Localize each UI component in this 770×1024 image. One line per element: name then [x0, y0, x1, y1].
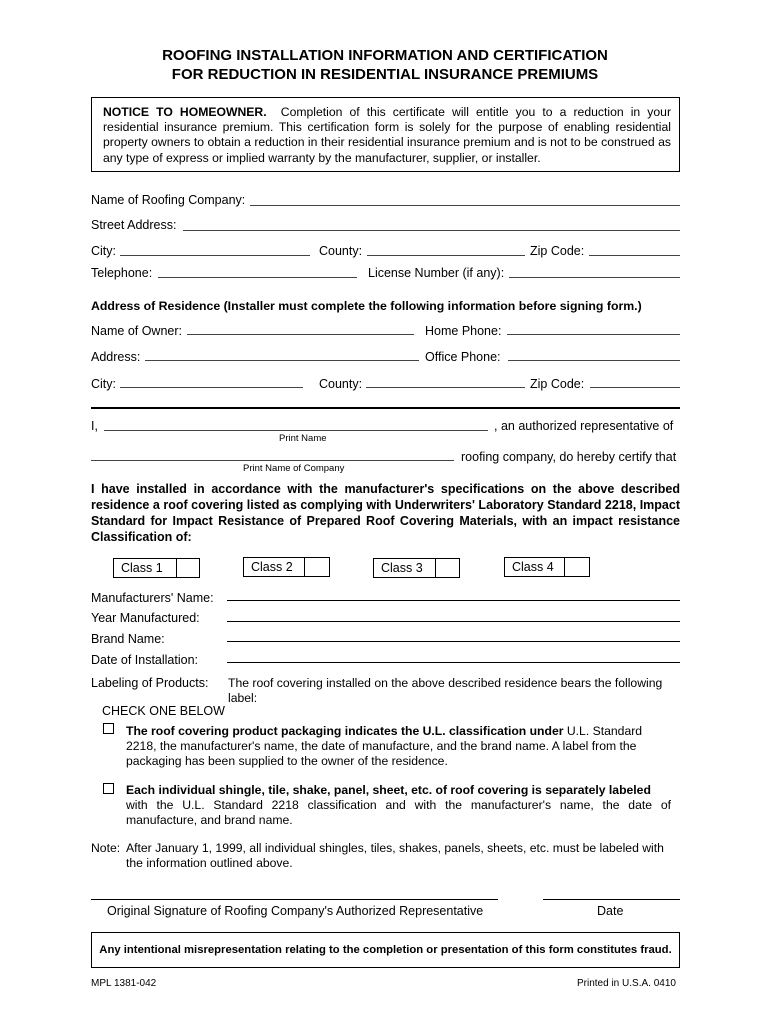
company-county-field[interactable]	[367, 255, 525, 256]
class-1-label: Class 1	[114, 559, 177, 577]
notice-body: Completion of this certificate will entitle you to a reduction in your residential insurance premium. This certification form is solely for the purpose of enabling residential property owners to obtain a reduction in their residential insurance premium and is not to be construed as any type of express or implied warranty by the manufacturer, supplier, or installer.	[103, 105, 671, 165]
option-packaging-text: 2218, the manufacturer's name, the date of manufacture, and the brand name. A label from the packaging has been supplied to the owner of the residence.	[126, 739, 637, 768]
print-name-caption: Print Name	[279, 433, 327, 444]
company-city-field[interactable]	[120, 255, 310, 256]
office-phone-field[interactable]	[508, 360, 680, 361]
class-3-label: Class 3	[374, 559, 436, 577]
install-date-field[interactable]	[227, 662, 680, 663]
residence-county-field[interactable]	[366, 387, 525, 388]
telephone-field[interactable]	[158, 277, 357, 278]
option-individual-text: with the U.L. Standard 2218 classification and with the manufacturer's name, the date of manufacture, and brand name.	[126, 798, 671, 827]
street-address-field[interactable]	[183, 230, 680, 231]
i-label: I,	[91, 419, 98, 433]
labeling-text: The roof covering installed on the above described residence bears the following label:	[228, 676, 663, 705]
install-date-label: Date of Installation:	[91, 653, 199, 667]
date-field[interactable]	[543, 899, 680, 900]
print-name-field[interactable]	[104, 430, 488, 431]
manufacturer-label: Manufacturers' Name:	[91, 591, 214, 605]
residence-city-label: City:	[91, 377, 116, 391]
owner-name-field[interactable]	[187, 334, 414, 335]
printed-in: Printed in U.S.A. 0410	[577, 978, 676, 989]
option-packaging-line1	[126, 724, 671, 739]
labeling-label: Labeling of Products:	[91, 676, 209, 690]
certification-statement: I have installed in accordance with the manufacturer's specifications on the above described residence a roof covering listed as complying with Underwriters' Laboratory Standard 2218, Impact Standard for Impact Resistance of Prepared Roof Covering Materials, with an impact resistance Classification of:	[91, 482, 680, 544]
print-company-caption: Print Name of Company	[243, 463, 345, 474]
company-zip-field[interactable]	[589, 255, 680, 256]
office-phone-label: Office Phone:	[425, 350, 501, 364]
class-3-box[interactable]	[373, 558, 460, 578]
option-packaging-title-rest: U.L. Standard	[563, 724, 643, 738]
class-1-checkbox[interactable]	[177, 559, 199, 577]
home-phone-label: Home Phone:	[425, 324, 502, 338]
class-4-box[interactable]	[504, 557, 590, 577]
brand-name-field[interactable]	[227, 641, 680, 642]
company-name-field[interactable]	[250, 205, 680, 206]
option-individual-checkbox[interactable]	[103, 783, 114, 794]
check-one-label: CHECK ONE BELOW	[102, 704, 225, 718]
notice-text	[103, 105, 671, 166]
form-number: MPL 1381-042	[91, 978, 157, 989]
class-4-label: Class 4	[505, 558, 565, 576]
residence-heading: Address of Residence (Installer must complete the following information before signing form.)	[91, 299, 642, 313]
class-3-checkbox[interactable]	[436, 559, 459, 577]
home-phone-field[interactable]	[507, 334, 680, 335]
company-zip-label: Zip Code:	[530, 244, 585, 258]
company-name-label: Name of Roofing Company:	[91, 193, 246, 207]
residence-address-field[interactable]	[145, 360, 419, 361]
authorized-rep-text: , an authorized representative of	[494, 419, 674, 433]
option-packaging-checkbox[interactable]	[103, 723, 114, 734]
notice-heading: NOTICE TO HOMEOWNER.	[103, 105, 267, 119]
company-county-label: County:	[319, 244, 363, 258]
residence-county-label: County:	[319, 377, 363, 391]
company-print-name-field[interactable]	[91, 460, 454, 461]
fraud-notice: Any intentional misrepresentation relating to the completion or presentation of this form constitutes fraud.	[91, 932, 680, 968]
year-manufactured-label: Year Manufactured:	[91, 611, 200, 625]
signature-label: Original Signature of Roofing Company's Authorized Representative	[107, 904, 484, 918]
owner-name-label: Name of Owner:	[91, 324, 183, 338]
telephone-label: Telephone:	[91, 266, 153, 280]
note-label: Note:	[91, 841, 121, 855]
manufacturer-field[interactable]	[227, 600, 680, 601]
page-subtitle: FOR REDUCTION IN RESIDENTIAL INSURANCE PREMIUMS	[171, 66, 599, 83]
option-individual-title: Each individual shingle, tile, shake, panel, sheet, etc. of roof covering is separately labeled	[126, 783, 651, 797]
license-number-field[interactable]	[509, 277, 680, 278]
class-2-label: Class 2	[244, 558, 305, 576]
class-2-checkbox[interactable]	[305, 558, 329, 576]
residence-city-field[interactable]	[120, 387, 303, 388]
residence-zip-label: Zip Code:	[530, 377, 585, 391]
license-number-label: License Number (if any):	[368, 266, 505, 280]
section-divider	[91, 407, 680, 409]
residence-address-label: Address:	[91, 350, 141, 364]
signature-field[interactable]	[91, 899, 498, 900]
class-4-checkbox[interactable]	[565, 558, 589, 576]
date-label: Date	[597, 904, 624, 918]
brand-name-label: Brand Name:	[91, 632, 165, 646]
company-city-label: City:	[91, 244, 116, 258]
street-address-label: Street Address:	[91, 218, 177, 232]
option-packaging-title: The roof covering product packaging indicates the U.L. classification under	[126, 724, 564, 738]
certify-text: roofing company, do hereby certify that	[461, 450, 677, 464]
year-manufactured-field[interactable]	[227, 621, 680, 622]
class-2-box[interactable]	[243, 557, 330, 577]
class-1-box[interactable]	[113, 558, 200, 578]
page-title: ROOFING INSTALLATION INFORMATION AND CERTIFICATION	[162, 47, 608, 64]
note-text: After January 1, 1999, all individual shingles, tiles, shakes, panels, sheets, etc. must be labeled with the information outlined above.	[126, 841, 664, 870]
residence-zip-field[interactable]	[590, 387, 680, 388]
